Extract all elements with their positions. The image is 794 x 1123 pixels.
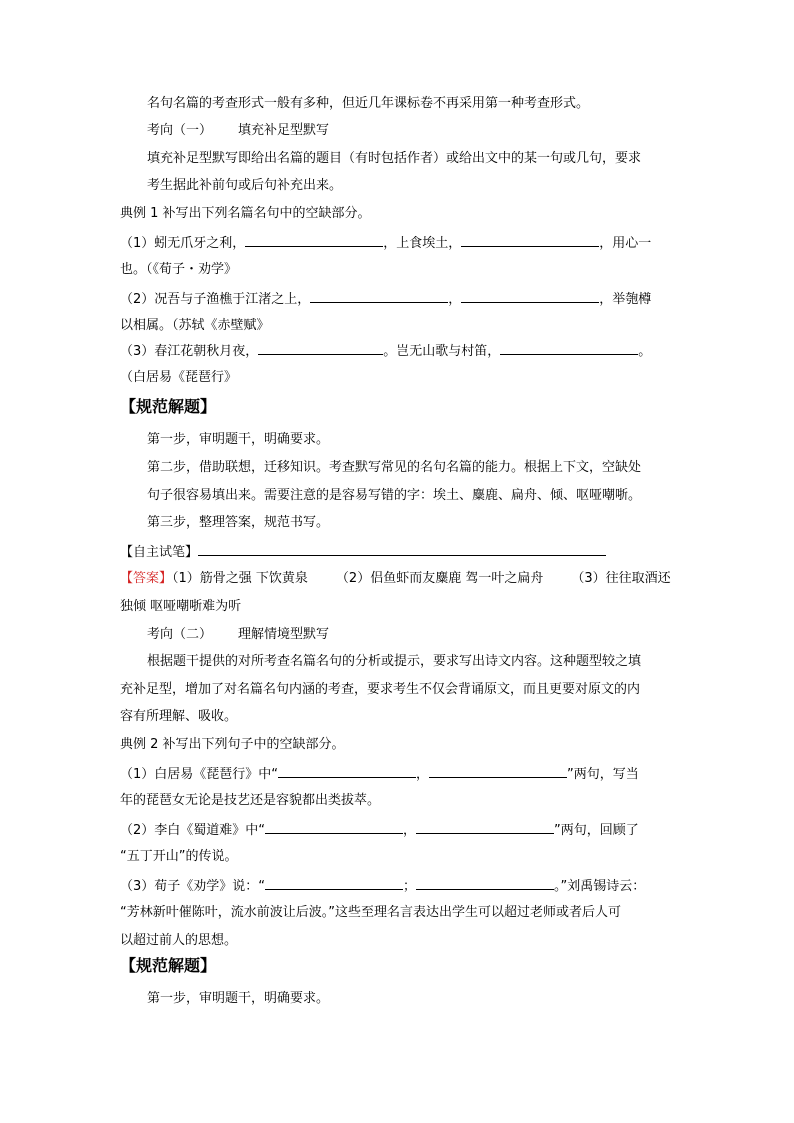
example-1-q2-line2: 以相属。（苏轼《赤壁赋》: [120, 318, 270, 333]
ex2-q1-text-b: ，: [416, 767, 430, 782]
ex2-q2-text-c: ”两句，回顾了: [554, 823, 639, 838]
answer-1: （1）筋骨之强 下饮黄泉: [172, 571, 308, 586]
solution-1-step1: 第一步，审明题干，明确要求。: [147, 432, 330, 447]
answer-line2: 独倾 呕哑嘲哳难为听: [120, 599, 242, 614]
example-1-q3-line2: （白居易《琵琶行》: [120, 370, 238, 385]
self-practice-blank[interactable]: [198, 542, 606, 556]
q1-text-c: ，用心一: [599, 236, 652, 251]
solution-1-step2-line1: 第二步，借助联想，迁移知识。考查默写常见的名句名篇的能力。根据上下文，空缺处: [147, 460, 642, 475]
direction-1-title: 填充补足型默写: [238, 123, 330, 138]
ex2-q2-text-b: ，: [403, 823, 417, 838]
answer-blank[interactable]: [265, 820, 403, 834]
answer-3: （3）往往取酒还: [571, 571, 671, 586]
answer-blank[interactable]: [500, 341, 638, 355]
q2-text-a: （2）况吾与子渔樵于江渚之上，: [120, 292, 311, 307]
direction-1-desc-line2: 考生据此补前句或后句补充出来。: [147, 178, 343, 193]
ex2-q1-text-a: （1）白居易《琵琶行》中“: [120, 767, 279, 782]
intro-paragraph: 名句名篇的考查形式一般有多种，但近几年课标卷不再采用第一种考查形式。: [147, 96, 590, 111]
ex2-q2-text-a: （2）李白《蜀道难》中“: [120, 823, 266, 838]
example-1-q3-line1: [120, 341, 688, 361]
q1-text-a: （1）蚓无爪牙之利，: [120, 236, 246, 251]
ex2-q3-text-b: ；: [403, 879, 417, 894]
answer-blank[interactable]: [461, 233, 599, 247]
solution-2-heading: 【规范解题】: [120, 956, 217, 975]
direction-2-desc-line2: 充补足型，增加了对名篇名句内涵的考查，要求考生不仅会背诵原文，而且更要对原文的内: [120, 682, 641, 697]
ex2-q3-text-c: 。”刘禹锡诗云：: [554, 879, 646, 894]
direction-1-label: 考向（一）: [147, 123, 213, 138]
answer-blank[interactable]: [258, 341, 383, 355]
example-2-title: 典例 2 补写出下列句子中的空缺部分。: [120, 737, 345, 752]
q2-text-c: ，举匏樽: [599, 292, 652, 307]
direction-1-desc-line1: 填充补足型默写即给出名篇的题目（有时包括作者）或给出文中的某一句或几句，要求: [147, 151, 642, 166]
example-2-q2-line1: [120, 820, 688, 840]
direction-2-label: 考向（二）: [147, 627, 213, 642]
answer-blank[interactable]: [416, 876, 554, 890]
answer-label: 【答案】: [120, 571, 173, 586]
example-2-q2-line2: “五丁开山”的传说。: [120, 849, 238, 864]
answer-blank[interactable]: [416, 820, 554, 834]
answer-line1: [120, 570, 688, 588]
q3-text-a: （3）春江花朝秋月夜，: [120, 344, 259, 359]
example-2-q1-line2: 年的琵琶女无论是技艺还是容貌都出类拔萃。: [120, 793, 381, 808]
example-1-q1-line1: [120, 233, 688, 253]
answer-blank[interactable]: [278, 764, 416, 778]
answer-blank[interactable]: [310, 289, 448, 303]
answer-2: （2）侣鱼虾而友麋鹿 驾一叶之扁舟: [335, 571, 544, 586]
q2-text-b: ，: [448, 292, 462, 307]
direction-2-title: 理解情境型默写: [238, 627, 330, 642]
self-practice-label: 【自主试笔】: [120, 545, 199, 560]
example-2-q3-line1: [120, 876, 688, 896]
answer-blank[interactable]: [461, 289, 599, 303]
example-2-q3-line3: 以超过前人的思想。: [120, 933, 238, 948]
ex2-q3-text-a: （3）荀子《劝学》说：“: [120, 879, 266, 894]
direction-2-heading: [147, 626, 680, 644]
example-2-q1-line1: [120, 764, 688, 784]
solution-2-step1: 第一步，审明题干，明确要求。: [147, 991, 330, 1006]
ex2-q1-text-c: ”两句，写当: [567, 767, 639, 782]
direction-1-heading: [147, 122, 680, 140]
answer-blank[interactable]: [265, 876, 403, 890]
q1-text-b: ，上食埃土，: [383, 236, 462, 251]
solution-1-heading: 【规范解题】: [120, 397, 217, 416]
answer-blank[interactable]: [429, 764, 567, 778]
direction-2-desc-line3: 容有所理解、吸收。: [120, 709, 238, 724]
direction-2-desc-line1: 根据题干提供的对所考查名篇名句的分析或提示，要求写出诗文内容。这种题型较之填: [147, 654, 642, 669]
solution-1-step2-line2: 句子很容易填出来。需要注意的是容易写错的字：埃土、麋鹿、扁舟、倾、呕哑嘲哳。: [147, 488, 642, 503]
example-2-q3-line2: “芳林新叶催陈叶，流水前波让后波。”这些至理名言表达出学生可以超过老师或者后人可: [120, 905, 621, 920]
solution-1-step3: 第三步，整理答案，规范书写。: [147, 515, 330, 530]
q3-text-c: 。: [638, 344, 652, 359]
answer-blank[interactable]: [245, 233, 383, 247]
example-1-q1-line2: 也。（《荀子・劝学》: [120, 262, 238, 277]
example-1-title: 典例 1 补写出下列名篇名句中的空缺部分。: [120, 206, 371, 221]
q3-text-b: 。岂无山歌与村笛，: [383, 344, 501, 359]
example-1-q2-line1: [120, 289, 688, 309]
self-practice-line: [120, 542, 680, 562]
